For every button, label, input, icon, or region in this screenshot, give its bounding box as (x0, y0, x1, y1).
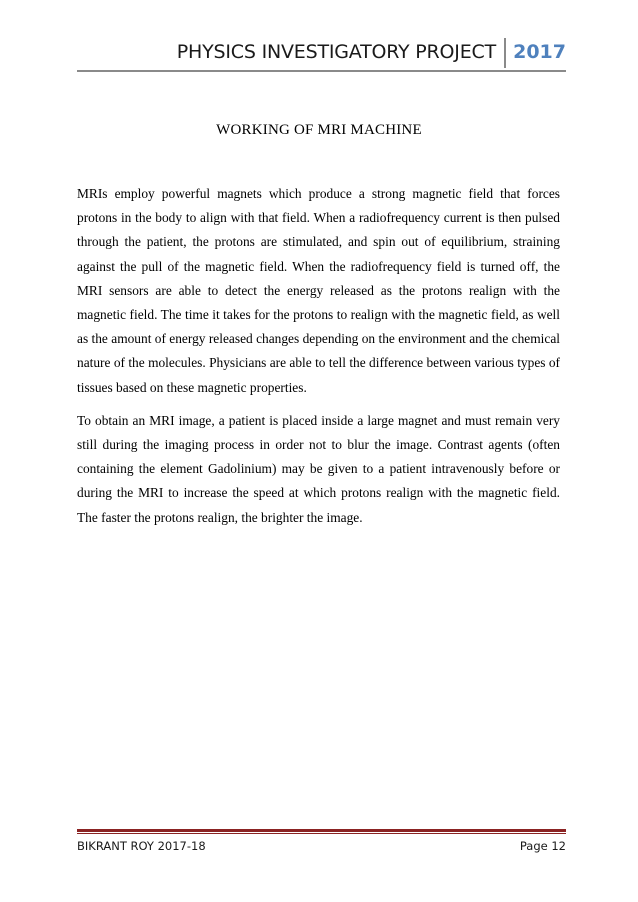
paragraph: To obtain an MRI image, a patient is placed inside a large magnet and must remain very still during the imaging process in order not to blur the image. Contrast agents (often containing the element Gadolinium) may be given to a patient intravenously before or during the MRI to increase the speed at which protons realign with the magnetic field. The faster the protons realign, the brighter the image. (77, 412, 560, 525)
footer-author: BIKRANT ROY 2017-18 (77, 839, 206, 853)
page-header (77, 34, 566, 72)
header-year: 2017 (513, 41, 566, 63)
header-divider (77, 70, 566, 72)
paragraph: MRIs employ powerful magnets which produce a strong magnetic field that forces protons in the body to align with that field. When a radiofrequency current is then pulsed through the patient, the protons are stimulated, and spin out of equilibrium, straining against the pull of the magnetic field. When the radiofrequency field is turned off, the MRI sensors are able to detect the energy released as the protons realign with the magnetic field. The time it takes for the protons to realign with the magnetic field, as well as the amount of energy released changes depending on the environment and the chemical nature of the molecules. Physicians are able to tell the difference between various types of tissues based on these magnetic properties. (77, 186, 560, 395)
header-title: PHYSICS INVESTIGATORY PROJECT (176, 41, 496, 63)
header-separator (504, 38, 506, 68)
footer-divider (77, 829, 566, 832)
footer-divider-thin (77, 833, 566, 834)
body-text (77, 182, 560, 539)
footer-page-number: Page 12 (519, 839, 566, 853)
page-title: WORKING OF MRI MACHINE (216, 122, 422, 138)
